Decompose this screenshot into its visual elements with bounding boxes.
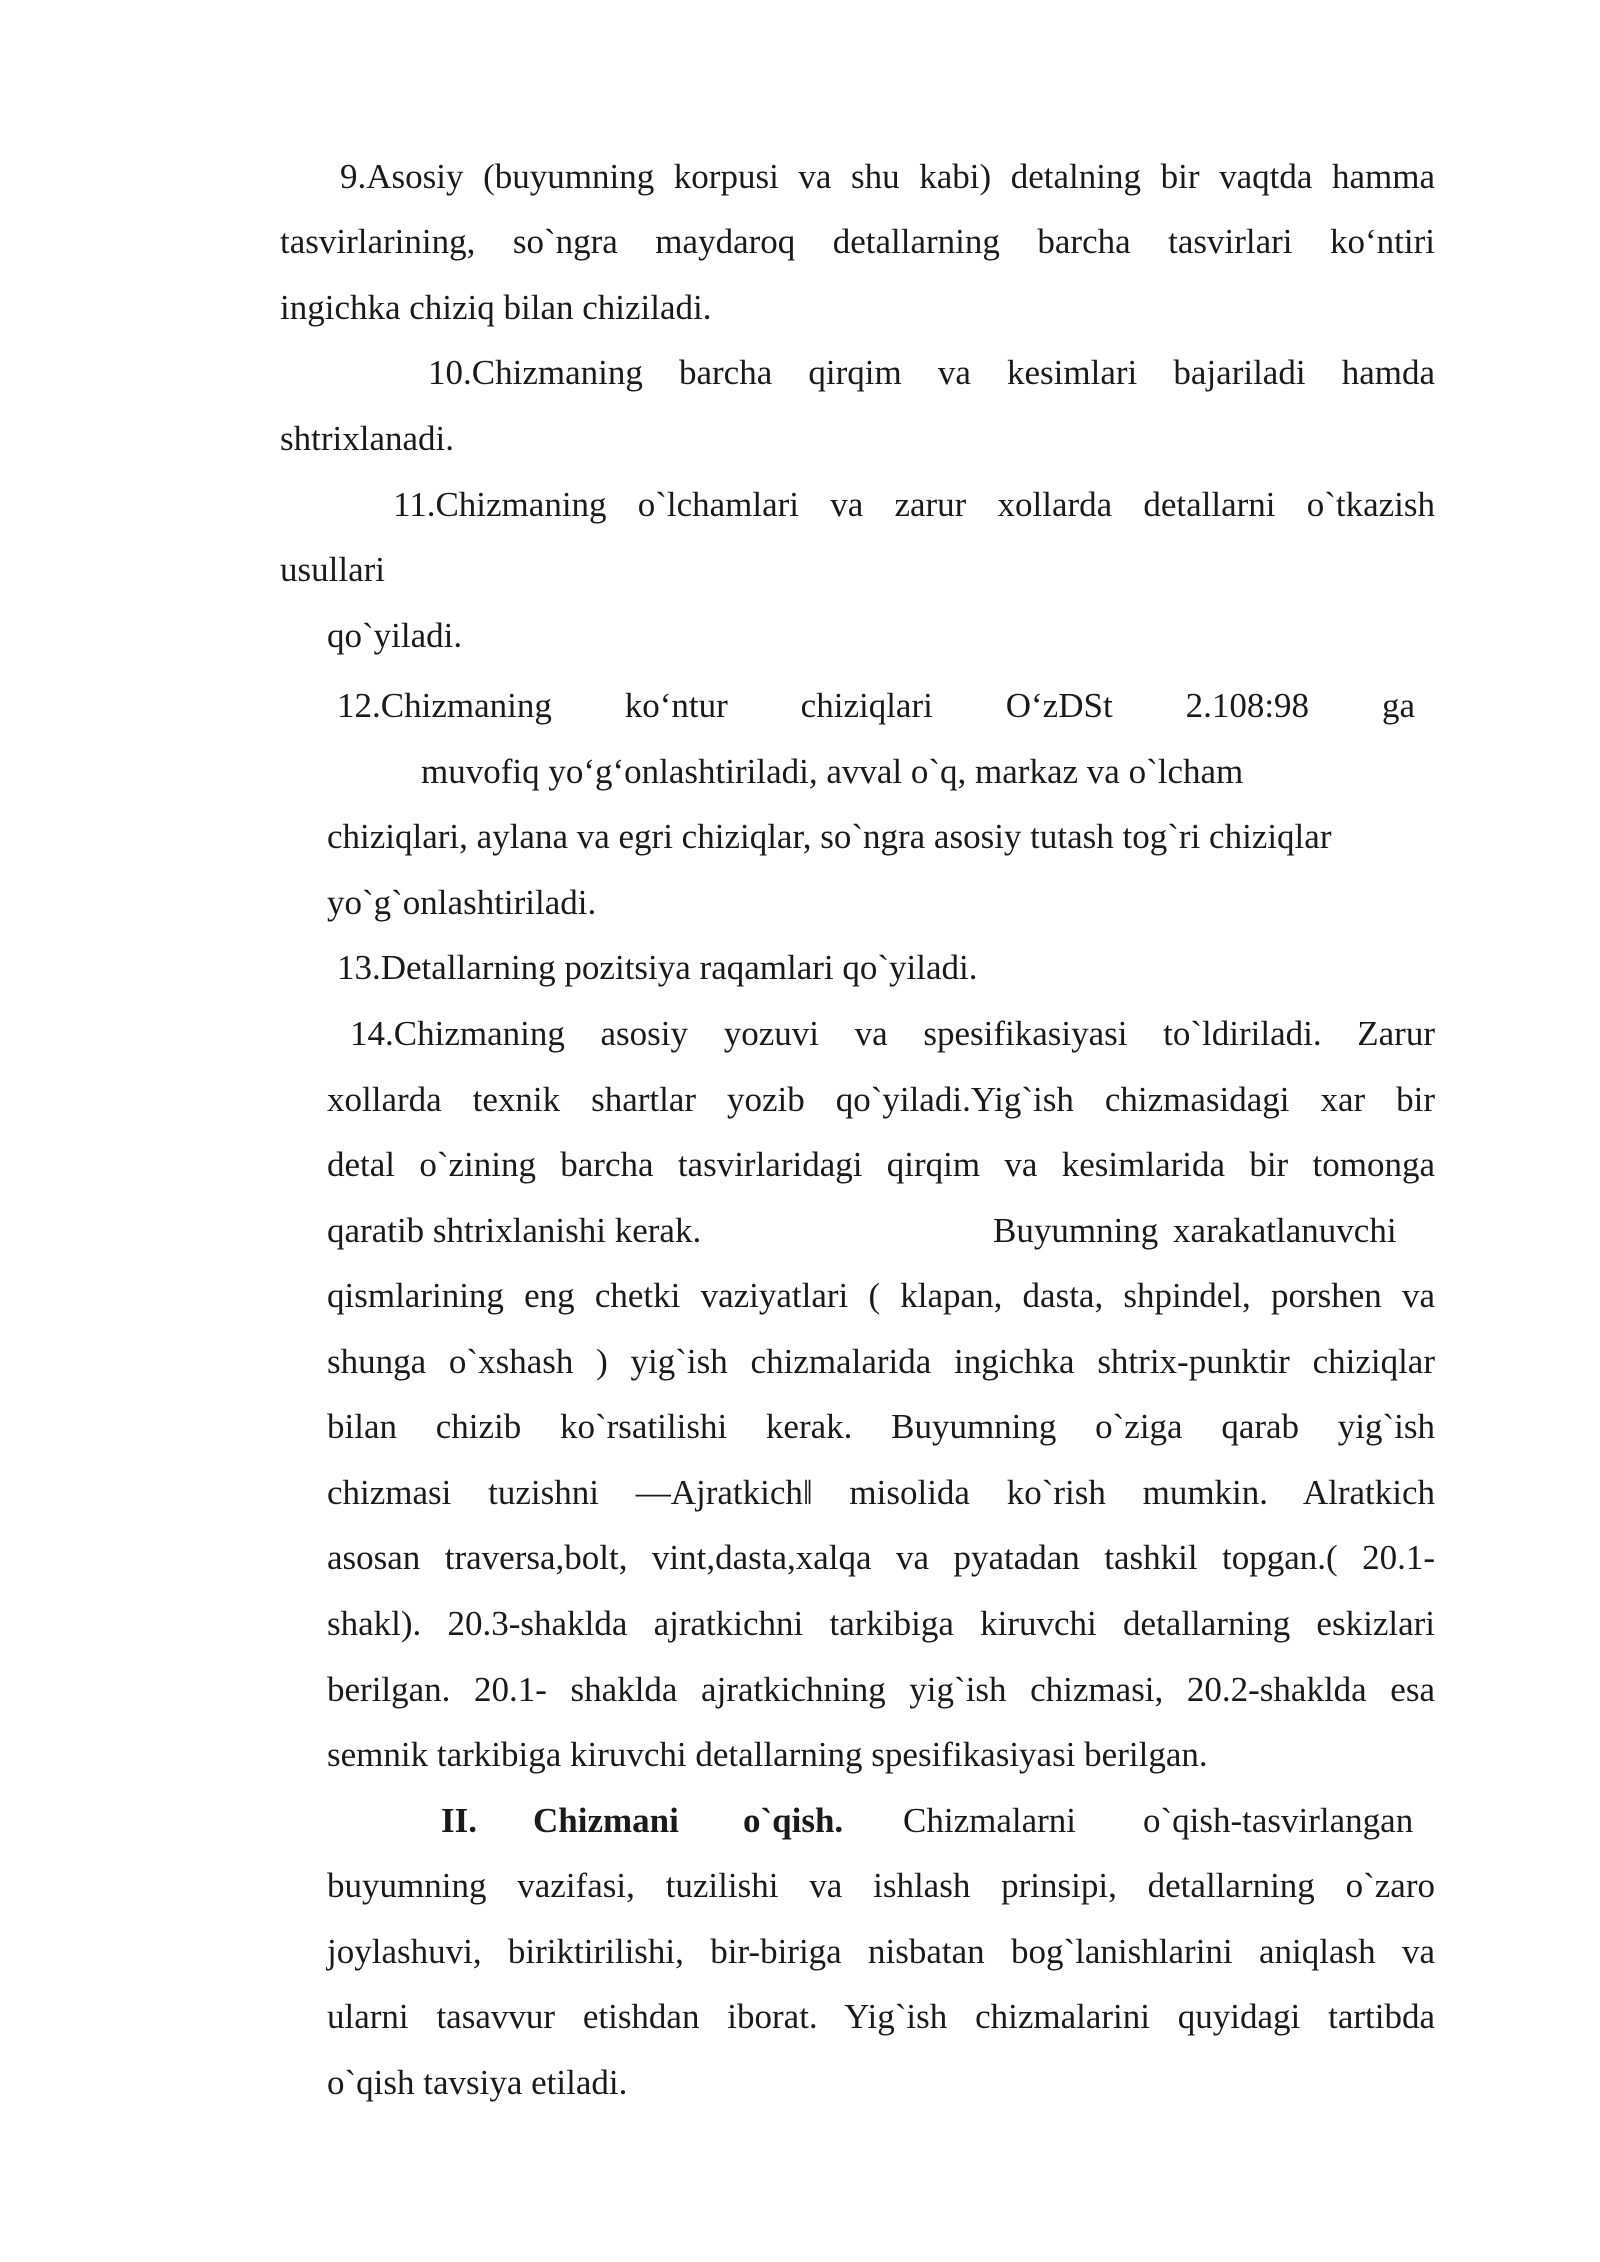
text-line-18: qismlarining eng chetki vaziyatlari ( klapan, dasta, shpindel, porshen va <box>327 1276 1435 1315</box>
text-line-14: 14.Chizmaning asosiy yozuvi va spesifikasiyasi to`ldiriladi. Zarur <box>350 1014 1435 1053</box>
text-line-12: yo`g`onlashtiriladi. <box>327 883 597 922</box>
section-heading-word2: o`qish. <box>743 1801 844 1840</box>
text-line-17b: Buyumning xarakatlanuvchi <box>993 1211 1397 1250</box>
text-line-1: 9.Asosiy (buyumning korpusi va shu kabi) detalning bir vaqtda hamma <box>340 157 1435 196</box>
text-line-29: ularni tasavvur etishdan iborat. Yig`ish chizmalarini quyidagi tartibda <box>327 1997 1435 2036</box>
text-line-17a: qaratib shtrixlanishi kerak. <box>327 1211 702 1250</box>
text-line-13: 13.Detallarning pozitsiya raqamlari qo`yiladi. <box>337 948 978 987</box>
text-line-6: 11.Chizmaning o`lchamlari va zarur xollarda detallarni o`tkazish <box>393 485 1435 524</box>
text-line-3: ingichka chiziq bilan chiziladi. <box>280 288 712 327</box>
text-line-30: o`qish tavsiya etiladi. <box>327 2063 628 2102</box>
text-line-4: 10.Chizmaning barcha qirqim va kesimlari bajariladi hamda <box>428 353 1435 392</box>
section-heading-word1: Chizmani <box>533 1801 679 1840</box>
text-line-24: berilgan. 20.1- shaklda ajratkichning yig`ish chizmasi, 20.2-shaklda esa <box>327 1670 1435 1709</box>
text-line-10: muvofiq yo‘g‘onlashtiriladi, avval o`q, markaz va o`lcham <box>421 752 1244 791</box>
text-line-21: chizmasi tuzishni ―Ajratkich‖ misolida ko`rish mumkin. Alratkich <box>327 1473 1435 1512</box>
text-line-2: tasvirlarining, so`ngra maydaroq detallarning barcha tasvirlari ko‘ntiri <box>280 222 1435 261</box>
text-line-23: shakl). 20.3-shaklda ajratkichni tarkibiga kiruvchi detallarning eskizlari <box>327 1604 1435 1643</box>
text-line-8: qo`yiladi. <box>327 616 463 655</box>
text-line-5: shtrixlanadi. <box>280 419 454 458</box>
text-line-15: xollarda texnik shartlar yozib qo`yiladi.Yig`ish chizmasidagi xar bir <box>327 1080 1435 1119</box>
text-line-7: usullari <box>280 550 385 589</box>
text-line-19: shunga o`xshash ) yig`ish chizmalarida ingichka shtrix-punktir chiziqlar <box>327 1342 1435 1381</box>
text-line-26b: o`qish-tasvirlangan <box>1143 1801 1414 1840</box>
text-line-20: bilan chizib ko`rsatilishi kerak. Buyumning o`ziga qarab yig`ish <box>327 1407 1435 1446</box>
text-line-16: detal o`zining barcha tasvirlaridagi qirqim va kesimlarida bir tomonga <box>327 1145 1435 1184</box>
text-line-11: chiziqlari, aylana va egri chiziqlar, so`ngra asosiy tutash tog`ri chiziqlar <box>327 817 1332 856</box>
section-number: II. <box>441 1801 477 1840</box>
text-line-26a: Chizmalarni <box>903 1801 1077 1840</box>
text-line-9: 12.Chizmaning ko‘ntur chiziqlari O‘zDSt 2.108:98 ga <box>337 686 1415 725</box>
text-line-22: asosan traversa,bolt, vint,dasta,xalqa va pyatadan tashkil topgan.( 20.1- <box>327 1538 1435 1577</box>
text-line-28: joylashuvi, biriktirilishi, bir-biriga nisbatan bog`lanishlarini aniqlash va <box>327 1932 1435 1971</box>
text-line-27: buyumning vazifasi, tuzilishi va ishlash prinsipi, detallarning o`zaro <box>327 1866 1435 1905</box>
text-line-25: semnik tarkibiga kiruvchi detallarning spesifikasiyasi berilgan. <box>327 1735 1208 1774</box>
